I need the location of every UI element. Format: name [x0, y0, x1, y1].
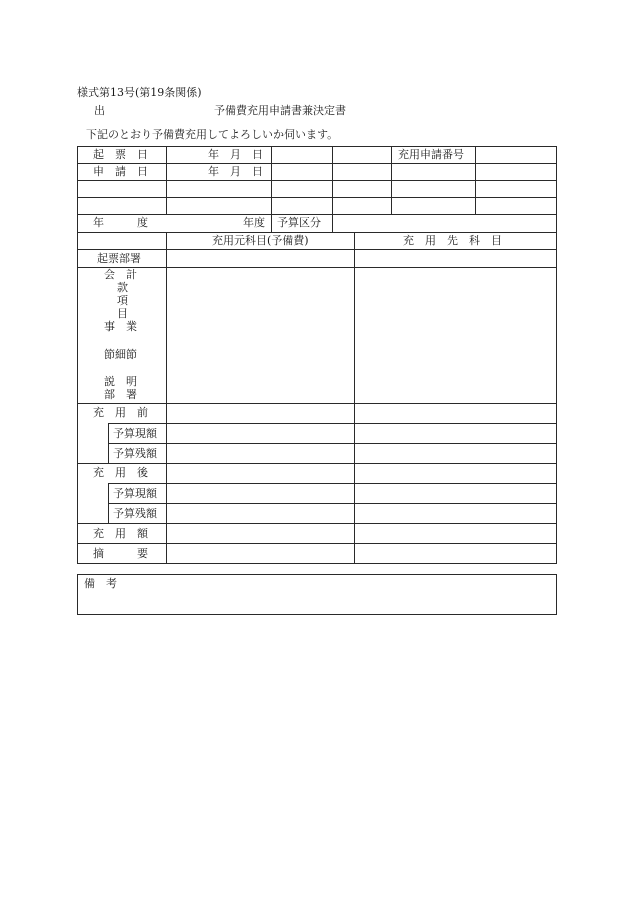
source-account-header: 充用元科目(予備費): [212, 234, 309, 247]
account-setsumei-label: 説 明: [104, 375, 137, 388]
after-budget-current-label: 予算現額: [113, 487, 157, 500]
dest-account-header: 充 用 先 科 目: [403, 234, 502, 247]
account-kaikei-label: 会 計: [104, 268, 137, 281]
remarks-label: 備 考: [84, 577, 117, 590]
draft-date-label: 起 票 日: [93, 148, 148, 161]
output-label: 出: [94, 104, 105, 117]
after-label: 充 用 後: [93, 466, 148, 479]
apply-date-label: 申 請 日: [93, 165, 148, 178]
after-budget-remaining-label: 予算残額: [113, 507, 157, 520]
year-label: 年 度: [93, 216, 148, 229]
apply-date-value: 年 月 日: [208, 165, 263, 178]
summary-label: 摘 要: [93, 547, 148, 560]
intro-text: 下記のとおり予備費充用してよろしいか伺います。: [86, 128, 339, 141]
year-suffix: 年度: [243, 216, 265, 229]
before-budget-remaining-label: 予算残額: [113, 447, 157, 460]
account-busho-label: 部 署: [104, 388, 137, 401]
request-number-label: 充用申請番号: [398, 148, 464, 161]
dept-label: 起票部署: [97, 252, 141, 265]
document-title: 予備費充用申請書兼決定書: [214, 104, 346, 117]
before-label: 充 用 前: [93, 406, 148, 419]
amount-label: 充 用 額: [93, 527, 148, 540]
account-moku-label: 目: [117, 307, 128, 320]
account-kan-label: 款: [117, 281, 128, 294]
budget-class-label: 予算区分: [277, 216, 321, 229]
before-budget-current-label: 予算現額: [113, 427, 157, 440]
form-number: 様式第13号(第19条関係): [77, 86, 202, 99]
account-setsu-label: 節細節: [104, 348, 137, 361]
draft-date-value: 年 月 日: [208, 148, 263, 161]
account-jigyou-label: 事 業: [104, 320, 137, 333]
account-kou-label: 項: [117, 294, 128, 307]
